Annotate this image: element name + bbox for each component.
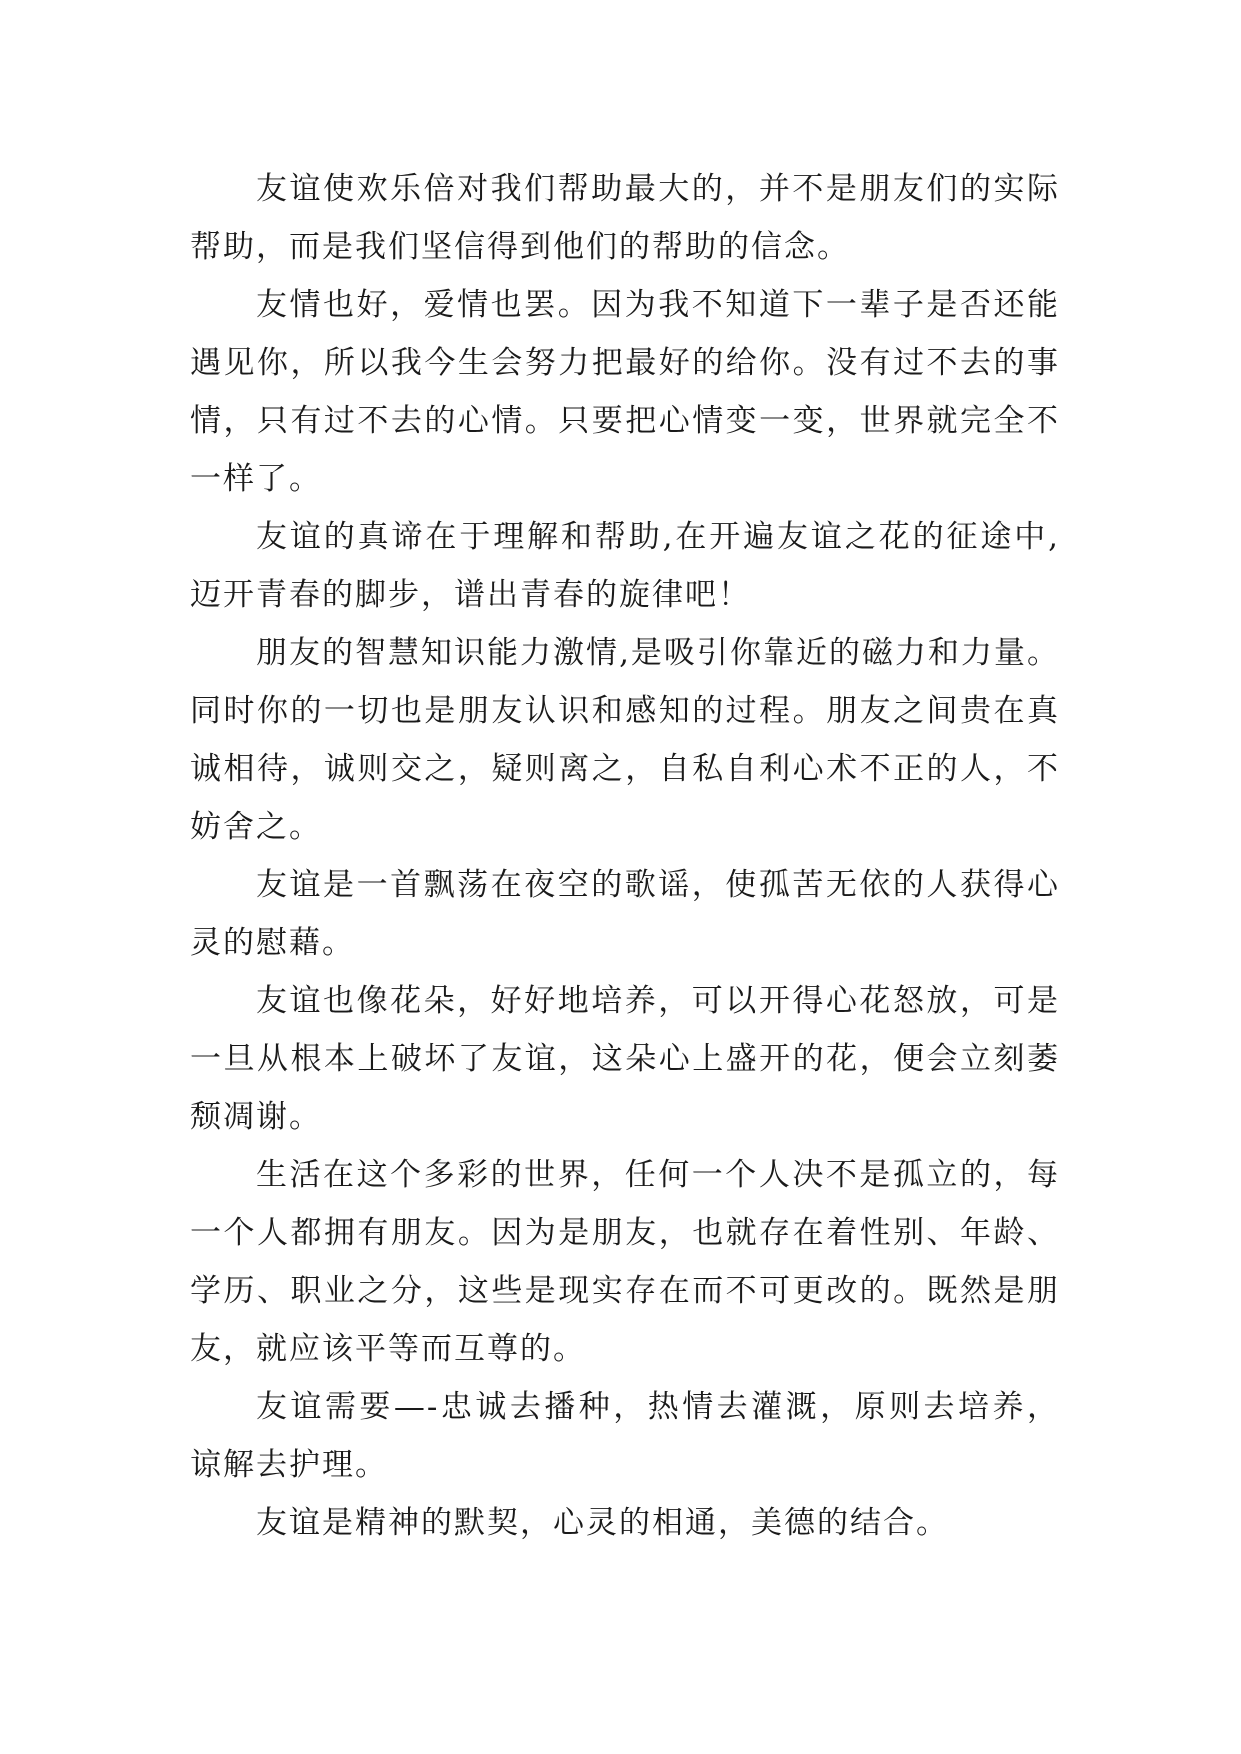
paragraph-3: 友谊的真谛在于理解和帮助,在开遍友谊之花的征途中,迈开青春的脚步，谱出青春的旋律吧！: [190, 519, 1060, 613]
paragraph-2: 友情也好，爱情也罢。因为我不知道下一辈子是否还能遇见你，所以我今生会努力把最好的给你。没有过不去的事情，只有过不去的心情。只要把心情变一变，世界就完全不一样了。: [190, 287, 1060, 497]
paragraph-5: 友谊是一首飘荡在夜空的歌谣，使孤苦无依的人获得心灵的慰藉。: [190, 867, 1060, 961]
paragraph-7: 生活在这个多彩的世界，任何一个人决不是孤立的，每一个人都拥有朋友。因为是朋友，也就存在着性别、年龄、学历、职业之分，这些是现实存在而不可更改的。既然是朋友，就应该平等而互尊的。: [190, 1157, 1060, 1367]
document-body: [190, 160, 1060, 1552]
paragraph-4: 朋友的智慧知识能力激情,是吸引你靠近的磁力和力量。同时你的一切也是朋友认识和感知的过程。朋友之间贵在真诚相待，诚则交之，疑则离之，自私自利心术不正的人，不妨舍之。: [190, 635, 1060, 845]
paragraph-1: 友谊使欢乐倍对我们帮助最大的，并不是朋友们的实际帮助，而是我们坚信得到他们的帮助的信念。: [190, 171, 1060, 265]
paragraph-8: 友谊需要—-忠诚去播种，热情去灌溉，原则去培养，谅解去护理。: [190, 1389, 1060, 1483]
paragraph-9: 友谊是精神的默契，心灵的相通，美德的结合。: [256, 1505, 949, 1541]
paragraph-6: 友谊也像花朵，好好地培养，可以开得心花怒放，可是一旦从根本上破坏了友谊，这朵心上盛开的花，便会立刻萎颓凋谢。: [190, 983, 1060, 1135]
